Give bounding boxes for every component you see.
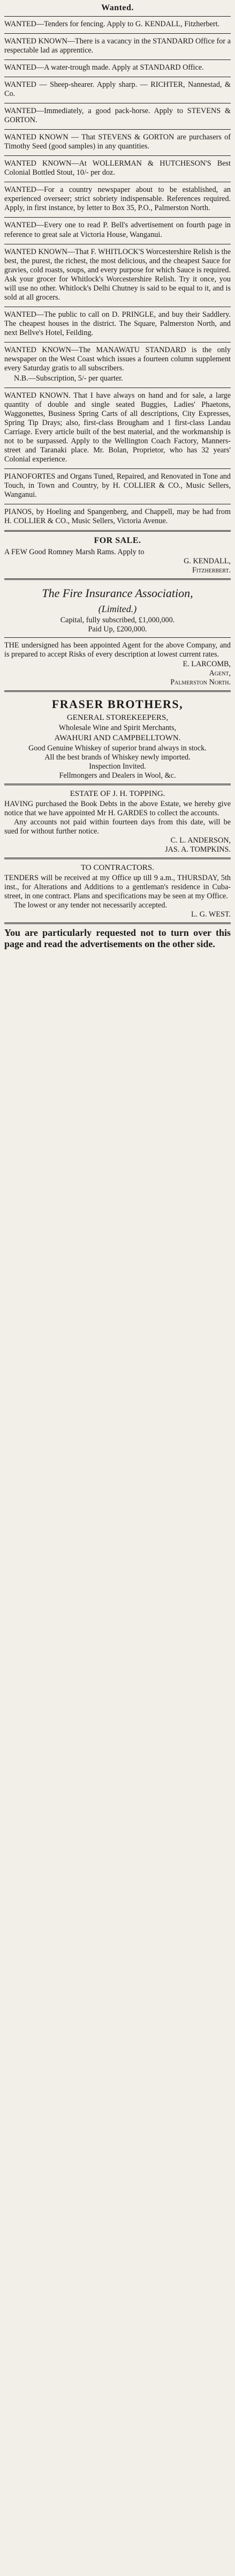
fire-insurance-capital: Capital, fully subscribed, £1,000,000. xyxy=(60,616,175,625)
for-sale-signature: G. KENDALL, xyxy=(184,557,231,566)
divider xyxy=(4,59,231,60)
ad-manawatu-standard xyxy=(4,346,231,384)
fraser-line6: Inspection Invited. xyxy=(89,762,146,771)
fraser-name: FRASER BROTHERS, xyxy=(51,697,184,711)
ad-apprentice xyxy=(4,37,231,56)
contractors-signature: L. G. WEST. xyxy=(191,910,231,919)
divider xyxy=(4,129,231,130)
divider xyxy=(4,922,231,924)
fraser-line4: Good Genuine Whiskey of superior brand always in stock. xyxy=(28,743,207,753)
divider xyxy=(4,217,231,218)
section-heading: Wanted. xyxy=(101,3,134,12)
for-sale-place: Fitzherbert. xyxy=(192,566,231,575)
ad-text: WANTED KNOWN — That STEVENS & GORTON are purchasers of Timothy Seed (good samples) in any quantities. xyxy=(4,133,231,151)
divider xyxy=(4,16,231,17)
contractors-heading: TO CONTRACTORS. xyxy=(81,863,154,872)
ad-pringle-saddlery xyxy=(4,310,231,339)
ad-sheep-shearer xyxy=(4,80,231,100)
ad-fraser-brothers xyxy=(4,695,231,780)
divider xyxy=(4,342,231,343)
divider xyxy=(4,784,231,785)
estate-text: HAVING purchased the Book Debts in the above Estate, we hereby give notice that we have appointed Mr H. GARDES to collect the accounts. xyxy=(4,799,231,817)
ad-text: WANTED KNOWN—That F. WHITLOCK'S Worcestershire Relish is the best, the purest, the richest, the most delicious, and the cheapest Sauce for gravies, cold roasts, soups, and every purpose for which Sauce is required. Ask your grocer for Whitlock's Worcestershire Relish. Try it once, you will use no other. Whitlock's Delhi Chutney is said to be equal to it, and is sold at all grocers. xyxy=(4,247,231,302)
ad-text: WANTED—For a country newspaper about to be established, an experienced overseer; strict sobriety indispensable. References required. Apply, in first instance, by letter to Box 35, P.O., Palmerston North. xyxy=(4,185,231,213)
ad-text: WANTED KNOWN—The MANAWATU STANDARD is the only newspaper on the West Coast which issues a fourteen column supplement every Saturday gratis to all subscribers. xyxy=(4,345,231,373)
fire-insurance-paid-up: Paid Up, £200,000. xyxy=(88,625,147,634)
fire-insurance-subtitle: (Limited.) xyxy=(98,604,137,615)
divider xyxy=(4,858,231,859)
ad-estate-topping xyxy=(4,788,231,854)
notice-text: You are particularly requested not to turn over this page and read the advertisements on the other side. xyxy=(4,927,231,949)
ad-coach-factory xyxy=(4,391,231,465)
fire-insurance-place: Palmerston North. xyxy=(170,677,231,687)
ad-text: WANTED KNOWN—There is a vacancy in the STANDARD Office for a respectable lad as apprentice. xyxy=(4,37,231,55)
ad-text: PIANOS, by Hoeling and Spangenberg, and Chappell, may be had from H. COLLIER & CO., Music Sellers, Victoria Avenue. xyxy=(4,508,231,526)
ad-text: WANTED—Tenders for fencing. Apply to G. KENDALL, Fitzherbert. xyxy=(4,20,220,28)
ad-text: WANTED KNOWN—At WOLLERMAN & HUTCHESON'S Best Colonial Bottled Stout, 10/- per doz. xyxy=(4,159,231,177)
ad-text: WANTED—The public to call on D. PRINGLE, and buy their Saddlery. The cheapest houses in the district. The Square, Palmerston North, and next Bellve's Hotel, Feilding. xyxy=(4,310,231,337)
divider xyxy=(4,637,231,638)
divider xyxy=(4,690,231,692)
divider xyxy=(4,155,231,156)
fraser-line3: AWAHURI AND CAMPBELLTOWN. xyxy=(54,733,181,742)
estate-sig1: C. L. ANDERSON, xyxy=(170,836,231,845)
ad-for-sale xyxy=(4,535,231,575)
ad-newspaper-overseer xyxy=(4,185,231,214)
ad-text: PIANOFORTES and Organs Tuned, Repaired, and Renovated in Tone and Touch, in Town and Country, by H. COLLIER & CO., Music Sellers, Wanganui. xyxy=(4,472,231,500)
ad-text: WANTED—Every one to read P. Bell's advertisement on fourth page in reference to great sale at Victoria House, Wanganui. xyxy=(4,221,231,239)
divider xyxy=(4,530,231,532)
ad-nb: N.B.—Subscription, 5/- per quarter. xyxy=(14,374,123,383)
ad-water-trough xyxy=(4,63,231,73)
fire-insurance-signature: E. LARCOMB, xyxy=(183,659,231,668)
ad-fencing xyxy=(4,20,231,30)
ad-pianos xyxy=(4,508,231,527)
divider xyxy=(4,468,231,469)
fraser-line2: Wholesale Wine and Spirit Merchants, xyxy=(58,723,177,732)
fire-insurance-text: THE undersigned has been appointed Agent for the above Company, and is prepared to accept Risks of every description at lowest current rates. xyxy=(4,641,231,659)
ad-pack-horse xyxy=(4,107,231,126)
ad-stout xyxy=(4,159,231,178)
ad-timothy-seed xyxy=(4,133,231,152)
divider xyxy=(4,33,231,34)
ad-pianofortes xyxy=(4,472,231,501)
for-sale-heading: FOR SALE. xyxy=(94,536,141,546)
ad-text: WANTED—Immediately, a good pack-horse. Apply to STEVENS & GORTON. xyxy=(4,107,231,125)
ad-text: WANTED—A water-trough made. Apply at STANDARD Office. xyxy=(4,63,204,72)
ad-contractors xyxy=(4,862,231,919)
ad-bells xyxy=(4,221,231,240)
for-sale-text: A FEW Good Romney Marsh Rams. Apply to xyxy=(4,548,145,557)
divider xyxy=(4,578,231,580)
fire-insurance-title: The Fire Insurance Association, xyxy=(42,586,193,600)
ad-text: WANTED KNOWN. That I have always on hand and for sale, a large quantity of double and single seated Buggies, Ladies' Phaetons, Waggonettes, Business Spring Carts of all descriptions, City Expresses, Spring Tip Drays; also, first-class Brougham and 1 first-class Landau Carriage. Every article built of the best material, and the workmanship is not to be surpassed. Apply to the Wellington Coach Factory, Manners-street and Taranaki place. Mr. Bolan, Proprietor, who has 32 years' Colonial experience. xyxy=(4,391,231,464)
contractors-text: TENDERS will be received at my Office up till 9 a.m., THURSDAY, 5th inst., for Alterations and Additions to a gentleman's residence in Cuba-street, in one contract. Plans and specifications may be seen at my Office. xyxy=(4,873,231,900)
contractors-text2: The lowest or any tender not necessarily accepted. xyxy=(14,900,167,910)
estate-heading: ESTATE OF J. H. TOPPING. xyxy=(70,789,165,798)
estate-sig2: JAS. A. TOMPKINS. xyxy=(165,845,231,854)
ad-text: WANTED — Sheep-shearer. Apply sharp. — RICHTER, Nannestad, & Co. xyxy=(4,80,231,99)
ad-notice xyxy=(4,927,231,949)
fraser-line5: All the best brands of Whiskey newly imported. xyxy=(44,753,191,762)
ad-fire-insurance xyxy=(4,583,231,687)
fire-insurance-role: Agent, xyxy=(209,668,231,677)
estate-text2: Any accounts not paid within fourteen days from this date, will be sued for without further notice. xyxy=(4,817,231,836)
ad-worcestershire-relish xyxy=(4,248,231,303)
fraser-line7: Fellmongers and Dealers in Wool, &c. xyxy=(59,771,176,780)
fraser-line1: GENERAL STOREKEEPERS, xyxy=(66,713,169,722)
